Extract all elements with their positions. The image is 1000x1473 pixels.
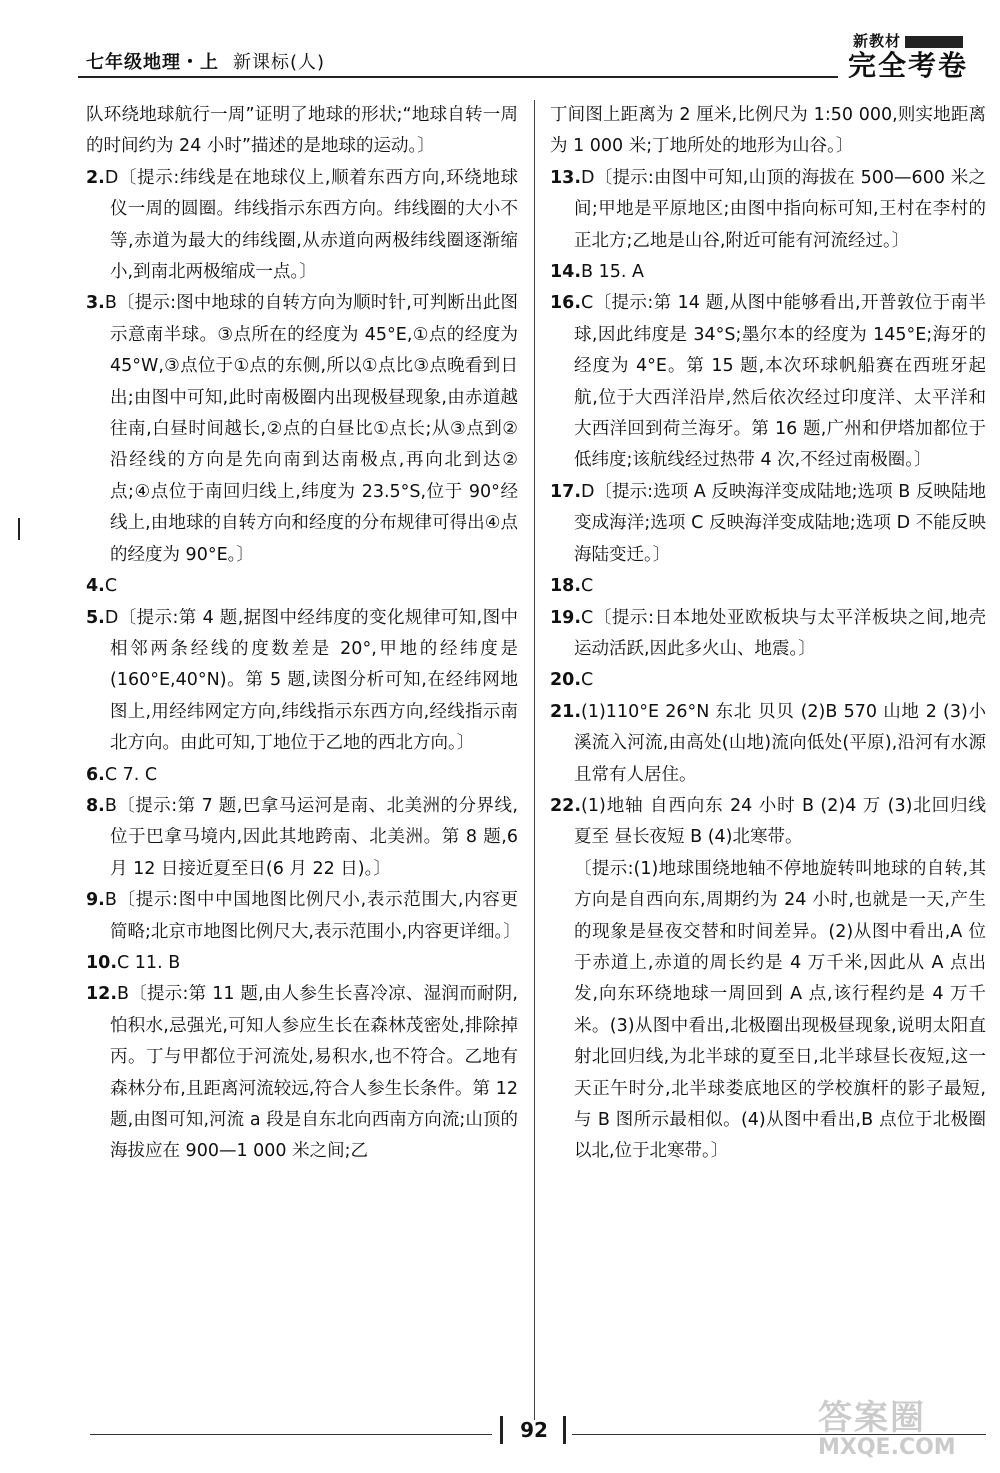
answer-text: 队环绕地球航行一周”证明了地球的形状;“地球自转一周的时间约为 24 小时”描述的是地球的运动。〕 [86, 105, 518, 157]
answer-item [550, 288, 986, 476]
left-column [86, 100, 521, 1168]
answer-text: B〔提示:图中地球的自转方向为顺时针,可判断出此图示意南半球。③点所在的经度为 45°E,①点的经度为 45°W,③点位于①点的东侧,所以①点比③点晚看到日出;由图中可知,此时南极圈内出现极昼现象,由赤道越往南,白昼时间越长,②点的白昼比①点长;从③点到②沿经线的方向是先向南到达南极点,再向北到达②点;④点位于南回归线上,纬度为 23.5°S,位于 90°经线上,由地球的自转方向和经度的分布规律可得出④点的经度为 90°E。〕 [104, 293, 518, 565]
answer-text: C [581, 670, 594, 691]
answer-item [550, 603, 986, 666]
page-number: 92 [520, 1418, 548, 1442]
answer-text: C〔提示:第 14 题,从图中能够看出,开普敦位于南半球,因此纬度是 34°S;墨尔本的经度为 145°E;海牙的经度为 4°E。第 15 题,本次环球帆船赛在西班牙起航,位于大西洋沿岸,然后依次经过印度洋、太平洋和大西洋回到荷兰海牙。第 16 题,广州和伊塔加都位于低纬度;该航线经过热带 4 次,不经过南极圈。〕 [574, 293, 986, 471]
answer-number: 17. [550, 481, 582, 502]
answer-number: 12. [86, 984, 118, 1005]
footer-bar-right [563, 1416, 566, 1444]
answer-text: B〔提示:第 7 题,巴拿马运河是南、北美洲的分界线,位于巴拿马境内,因此其地跨南、北美洲。第 8 题,6 月 12 日接近夏至日(6 月 22 日)。〕 [104, 795, 518, 879]
answer-number: 14. [550, 262, 582, 283]
header-title-block [86, 48, 325, 74]
answer-number: 3. [86, 293, 105, 314]
answer-item [550, 665, 986, 696]
answer-text: B〔提示:图中中国地图比例尺小,表示范围大,内容更简略;北京市地图比例尺大,表示范围小,内容更详细。〕 [104, 890, 521, 942]
answer-item [86, 760, 518, 791]
answer-number: 22. [550, 795, 582, 816]
answer-number: 19. [550, 607, 582, 628]
answer-number: 5. [86, 607, 105, 628]
answer-text: D〔提示:第 4 题,据图中经纬度的变化规律可知,图中相邻两条经线的度数差是 20°,甲地的经纬度是(160°E,40°N)。第 5 题,读图分析可知,在经纬网地图上,用经纬网定方向,纬线指示东西方向,经线指示南北方向。由此可知,丁地位于乙地的西北方向。〕 [104, 607, 518, 754]
answer-text: B〔提示:第 11 题,由人参生长喜冷凉、湿润而耐阴,怕积水,忌强光,可知人参应生长在森林茂密处,排除掉丙。丁与甲都位于河流处,易积水,也不符合。乙地有森林分布,且距离河流较远,符合人参生长条件。第 12 题,由图可知,河流 a 段是自东北向西南方向流;山顶的海拔应在 900—1 000 米之间;乙 [110, 984, 518, 1162]
answer-text: (1)110°E 26°N 东北 贝贝 (2)B 570 山地 2 (3)小溪流入河流,由高处(山地)流向低处(平原),沿河有水源且常有人居住。 [574, 701, 986, 785]
brand-black-block [905, 36, 963, 48]
answer-item [550, 100, 986, 163]
answer-text: D〔提示:选项 A 反映海洋变成陆地;选项 B 反映陆地变成海洋;选项 C 反映海洋变成陆地;选项 D 不能反映海陆变迁。〕 [574, 481, 986, 565]
answer-number: 6. [86, 764, 105, 785]
answer-item [550, 571, 986, 602]
answer-item [86, 603, 518, 760]
answer-text: D〔提示:纬线是在地球仪上,顺着东西方向,环绕地球仪一周的圆圈。纬线指示东西方向。纬线圈的大小不等,赤道为最大的纬线圈,从赤道向两极纬线圈逐渐缩小,到南北两极缩成一点。〕 [104, 167, 518, 283]
answer-22-explanation: 〔提示:(1)地球围绕地轴不停地旋转叫地球的自转,其方向是自西向东,周期约为 24 小时,也就是一天,产生的现象是昼夜交替和时间差异。(2)从图中看出,A 位于赤道上,赤道的周长约是 4 万千米,因此从 A 点出发,向东环绕地球一周回到 A 点,该行程约是 4 万千米。(3)从图中看出,北极圈出现极昼现象,说明太阳直射北回归线,为北半球的夏至日,北半球昼长夜短,这一天正午时分,北半球娄底地区的学校旗杆的影子最短,与 B 图所示最相似。(4)从图中看出,B 点位于北极圈以北,位于北寒带。〕 [574, 858, 986, 1162]
answer-item [86, 571, 518, 602]
answer-text: 丁间图上距离为 2 厘米,比例尺为 1:50 000,则实地距离为 1 000 米;丁地所处的地形为山谷。〕 [550, 105, 986, 157]
answer-number: 16. [550, 293, 582, 314]
watermark [818, 1390, 994, 1468]
answer-number: 18. [550, 576, 582, 597]
answer-text: B 15. A [581, 262, 644, 283]
answer-item [550, 163, 986, 257]
answer-text: D〔提示:由图中可知,山顶的海拔在 500—600 米之间;甲地是平原地区;由图中指向标可知,王村在李村的正北方;乙地是山谷,附近可能有河流经过。〕 [574, 167, 986, 251]
answer-text: C 11. B [117, 952, 181, 973]
answer-number: 8. [86, 795, 105, 816]
answer-text: C〔提示:日本地处亚欧板块与太平洋板块之间,地壳运动活跃,因此多火山、地震。〕 [574, 607, 986, 659]
margin-mark [18, 518, 20, 540]
answer-item [86, 948, 518, 979]
answer-item [550, 791, 986, 854]
answer-text: (1)地轴 自西向东 24 小时 B (2)4 万 (3)北回归线 夏至 昼长夜短 B (4)北寒带。 [574, 795, 986, 848]
answer-number: 2. [86, 167, 105, 188]
answer-item [86, 885, 521, 948]
brand-big-label: 完全考卷 [847, 49, 968, 82]
answer-item [86, 163, 518, 289]
answer-item [550, 477, 986, 571]
footer-bar-left [500, 1416, 503, 1444]
answer-item [86, 100, 518, 163]
brand-small-label: 新教材 [838, 30, 978, 51]
brand-logo [838, 30, 978, 90]
answer-item [550, 697, 986, 791]
answer-text: C 7. C [104, 764, 158, 785]
answer-item [86, 791, 518, 885]
answer-number: 20. [550, 670, 582, 691]
column-divider [534, 100, 535, 1420]
answer-number: 4. [86, 576, 105, 597]
answer-number: 9. [86, 890, 105, 911]
right-column [550, 100, 986, 1168]
watermark-site: MXQE.COM [818, 1435, 956, 1460]
answer-item [86, 979, 518, 1167]
answer-number: 21. [550, 701, 582, 722]
footer-rule-left [90, 1434, 492, 1435]
answer-number: 13. [550, 167, 582, 188]
edition-label: 新课标(人) [233, 52, 326, 73]
answer-text: C [104, 576, 118, 597]
answer-number: 10. [86, 952, 118, 973]
answer-item [550, 257, 986, 288]
answer-item [86, 288, 518, 571]
header-rule [78, 76, 838, 78]
page-header [78, 32, 978, 84]
book-title: 七年级地理・上 [86, 52, 219, 73]
answer-text: C [581, 576, 594, 597]
watermark-logo: 答案圈 [818, 1398, 926, 1438]
